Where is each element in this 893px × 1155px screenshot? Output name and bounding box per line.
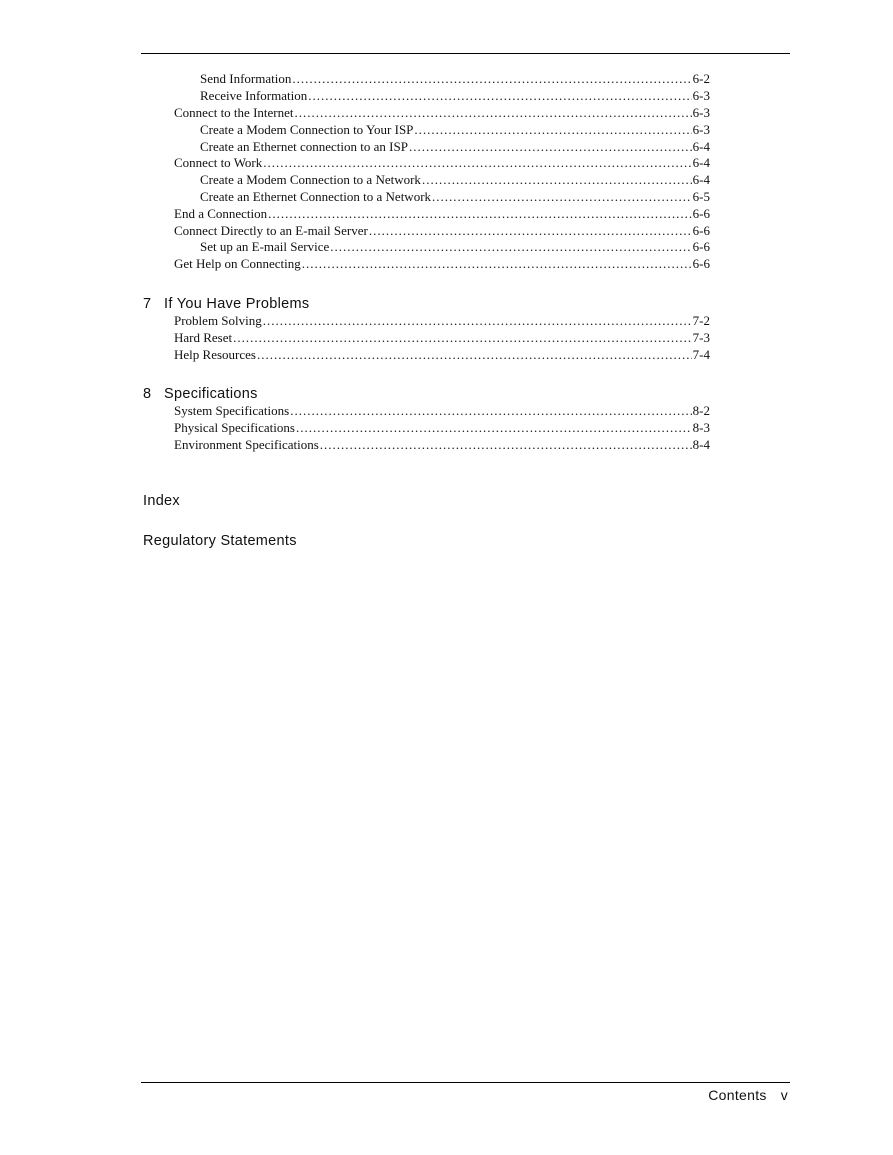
toc-entry[interactable] — [174, 347, 710, 363]
toc-entry-title: Physical Specifications — [174, 420, 295, 435]
toc-entry-title: Set up an E-mail Service — [200, 239, 330, 254]
toc-index-heading[interactable]: Index — [143, 493, 180, 509]
toc-entry-page: 7-2 — [692, 313, 710, 328]
dot-leader — [296, 420, 692, 436]
toc-entry[interactable] — [174, 256, 710, 272]
page-footer — [708, 1086, 788, 1104]
footer-section-label: Contents — [708, 1087, 767, 1103]
toc-entry-title: End a Connection — [174, 206, 268, 221]
toc-entry-page: 6-2 — [692, 71, 710, 86]
toc-entry-title: Create an Ethernet connection to an ISP — [200, 139, 408, 154]
toc-entry[interactable] — [200, 71, 710, 87]
toc-entry[interactable] — [174, 105, 710, 121]
dot-leader — [369, 223, 692, 239]
toc-entry[interactable] — [174, 223, 710, 239]
toc-entry-page: 7-4 — [692, 347, 710, 362]
toc-entry[interactable] — [200, 189, 710, 205]
toc-entry[interactable] — [200, 172, 710, 188]
toc-entry-page: 6-4 — [692, 139, 710, 154]
toc-entry-page: 6-6 — [692, 256, 710, 271]
chapter-heading[interactable] — [143, 295, 309, 313]
toc-entry-title: Create an Ethernet Connection to a Network — [200, 189, 432, 204]
toc-entry[interactable] — [200, 122, 710, 138]
toc-entry[interactable] — [174, 206, 710, 222]
toc-entry-page: 6-3 — [692, 88, 710, 103]
toc-entry[interactable] — [200, 239, 710, 255]
toc-entry-page: 8-4 — [692, 437, 710, 452]
toc-entry[interactable] — [174, 437, 710, 453]
toc-entry[interactable] — [200, 139, 710, 155]
toc-entry[interactable] — [174, 155, 710, 171]
toc-entry-page: 6-6 — [692, 239, 710, 254]
toc-entry-page: 6-6 — [692, 223, 710, 238]
toc-entry-title: Create a Modem Connection to Your ISP — [200, 122, 414, 137]
toc-entry-page: 6-3 — [692, 122, 710, 137]
toc-entry-title: Help Resources — [174, 347, 256, 362]
toc-entry-title: Create a Modem Connection to a Network — [200, 172, 421, 187]
toc-entry-page: 6-5 — [692, 189, 710, 204]
chapter-heading[interactable] — [143, 385, 258, 403]
toc-entry-page: 8-2 — [692, 403, 710, 418]
footer-page-number: v — [780, 1087, 788, 1103]
toc-entry[interactable] — [174, 313, 710, 329]
dot-leader — [414, 122, 691, 138]
dot-leader — [308, 88, 691, 104]
dot-leader — [233, 330, 692, 346]
toc-entry-title: Hard Reset — [174, 330, 233, 345]
footer-rule — [141, 1082, 790, 1083]
toc-entry[interactable] — [174, 330, 710, 346]
dot-leader — [302, 256, 692, 272]
dot-leader — [263, 313, 692, 329]
toc-entry-title: Receive Information — [200, 88, 308, 103]
dot-leader — [422, 172, 692, 188]
toc-entry-title: Environment Specifications — [174, 437, 319, 452]
chapter-number: 7 — [143, 296, 152, 312]
chapter-title: If You Have Problems — [164, 296, 310, 312]
toc-entry[interactable] — [174, 420, 710, 436]
toc-entry-title: Problem Solving — [174, 313, 262, 328]
chapter-title: Specifications — [164, 386, 258, 402]
dot-leader — [330, 239, 691, 255]
toc-entry-page: 6-3 — [692, 105, 710, 120]
toc-entry[interactable] — [200, 88, 710, 104]
dot-leader — [290, 403, 691, 419]
header-rule — [141, 53, 790, 54]
toc-entry-title: Get Help on Connecting — [174, 256, 301, 271]
toc-entry-title: Connect to the Internet — [174, 105, 294, 120]
toc-entry-page: 6-4 — [692, 172, 710, 187]
dot-leader — [292, 71, 691, 87]
dot-leader — [409, 139, 692, 155]
toc-entry[interactable] — [174, 403, 710, 419]
dot-leader — [295, 105, 692, 121]
dot-leader — [268, 206, 692, 222]
toc-entry-title: Connect Directly to an E-mail Server — [174, 223, 368, 238]
toc-entry-title: Connect to Work — [174, 155, 263, 170]
dot-leader — [432, 189, 692, 205]
dot-leader — [263, 155, 691, 171]
toc-entry-page: 7-3 — [692, 330, 710, 345]
chapter-number: 8 — [143, 386, 152, 402]
toc-entry-page: 6-6 — [692, 206, 710, 221]
toc-entry-title: Send Information — [200, 71, 292, 86]
toc-entry-page: 8-3 — [692, 420, 710, 435]
toc-regulatory-heading[interactable]: Regulatory Statements — [143, 533, 297, 549]
toc-entry-title: System Specifications — [174, 403, 290, 418]
dot-leader — [257, 347, 692, 363]
dot-leader — [320, 437, 692, 453]
toc-entry-page: 6-4 — [692, 155, 710, 170]
